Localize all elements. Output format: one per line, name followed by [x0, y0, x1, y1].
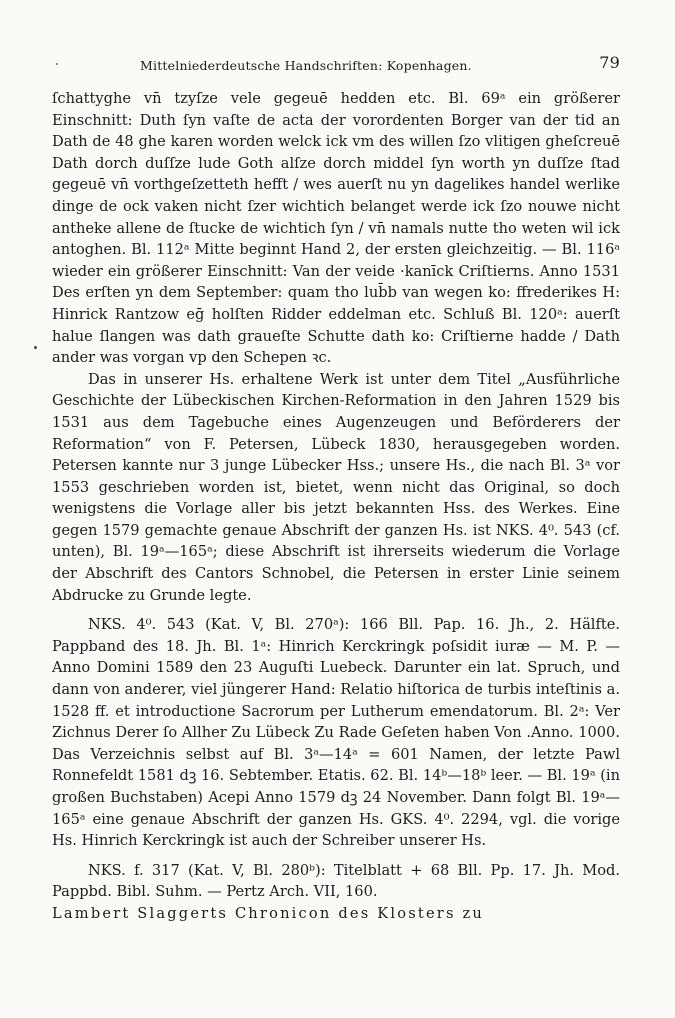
paragraph-nks-543-entry: NKS. 4⁰. 543 (Kat. V, Bl. 270ᵃ): 166 Bll. Pap. 16. Jh., 2. Hälfte. Pappband des 18. Jh. Bl. 1ᵃ: Hinrich Kerckringk poſsidit iuræ — M. P. — Anno Domini 1589 den 23 Auguſti Luebeck. Darunter ein lat. Spruch, und dann von anderer, viel jüngerer Hand: Relatio hiſtorica de turbis inteſtinis a. 1528 ff. et introductione Sacrorum per Lutherum emendatorum. Bl. 2ᵃ: Ver Zichnus Derer ſo Allher Zu Lübeck Zu Rade Geſeten haben Von .Anno. 1000. Das Verzeichnis selbst auf Bl. 3ᵃ—14ᵃ = 601 Namen, der letzte Pawl Ronnefeldt 1581 dꝫ 16. Sebtember. Etatis. 62. Bl. 14ᵇ—18ᵇ leer. — Bl. 19ᵃ (in großen Buchstaben) Acepi Anno 1579 dꝫ 24 November. Dann folgt Bl. 19ᵃ—165ᵃ eine genaue Abschrift der ganzen Hs. GKS. 4⁰. 2294, vgl. die vorige Hs. Hinrich Kerckringk ist auch der Schreiber unserer Hs.: [52, 616, 620, 850]
paragraph-work-history: Das in unserer Hs. erhaltene Werk ist unter dem Titel „Ausführliche Geschichte der Lübeckischen Kirchen-Reformation in den Jahren 1529 bis 1531 aus dem Tagebuche eines Augenzeugen und Beförderers der Reformation“ von F. Petersen, Lübeck 1830, herausgegeben worden. Petersen kannte nur 3 junge Lübecker Hss.; unsere Hs., die nach Bl. 3ᵃ vor 1553 geschrieben worden ist, bietet, wenn nicht das Original, so doch wenigstens die Vorlage aller bis jetzt bekannten Hss. des Werkes. Eine gegen 1579 gemachte genaue Abschrift der ganzen Hs. ist NKS. 4⁰. 543 (cf. unten), Bl. 19ᵃ—165ᵃ; diese Abschrift ist ihrerseits wiederum die Vorlage der Abschrift des Cantors Schnobel, die Petersen in erster Linie seinem Abdrucke zu Grunde legte.: [52, 370, 620, 604]
running-title: Mittelniederdeutsche Handschriften: Kopenhagen.: [140, 58, 472, 73]
paragraph-nks-317-entry: NKS. f. 317 (Kat. V, Bl. 280ᵇ): Titelblatt + 68 Bll. Pp. 17. Jh. Mod. Pappbd. Bibl. Suhm. — Pertz Arch. VII, 160.: [52, 861, 620, 901]
page-number: 79: [599, 53, 620, 72]
margin-mark: [34, 346, 37, 349]
paragraph-continued-description: ſchattyghe vn̄ tzyſze vele gegeuē hedden etc. Bl. 69ᵃ ein größerer Einschnitt: Duth ſyn vaſte de acta der vorordenten Borger van der tid an Dath de 48 ghe karen worden welck ick vm des willen ſzo vlitigen gheſcreuē Dath dorch duſſze lude Goth alſze dorch middel ſyn worth yn duſſze ſtad gegeuē vn̄ vorthgeſzetteth hefft / wes auerſt nu yn dagelikes handel werlike dinge de ock vaken nicht ſzer wichtich belanget werde ick ſzo nouwe nicht antheke allene de ſtucke de wichtich ſyn / vn̄ namals nutte tho weten wil ick antoghen. Bl. 112ᵃ Mitte beginnt Hand 2, der ersten gleichzeitig. — Bl. 116ᵃ wieder ein größerer Einschnitt: Van der veide ·kanīck Criſtierns. Anno 1531 Des erſten yn dem September: quam tho lub̄b van wegen ko: ffrederikes H: Hinrick Rantzow eḡ holſten Ridder eddelman etc. Schluß Bl. 120ᵃ: auerſt halue ſlangen was dath graueſte Schutte dath ko: Criſtierne hadde / Dath ander was vorgan vp den Schepen ꝛc.: [52, 90, 620, 367]
running-header: [52, 52, 620, 78]
page-body: [52, 88, 620, 925]
section-heading-slaggert-chronicon: Lambert Slaggerts Chronicon des Klosters zu: [52, 904, 484, 922]
